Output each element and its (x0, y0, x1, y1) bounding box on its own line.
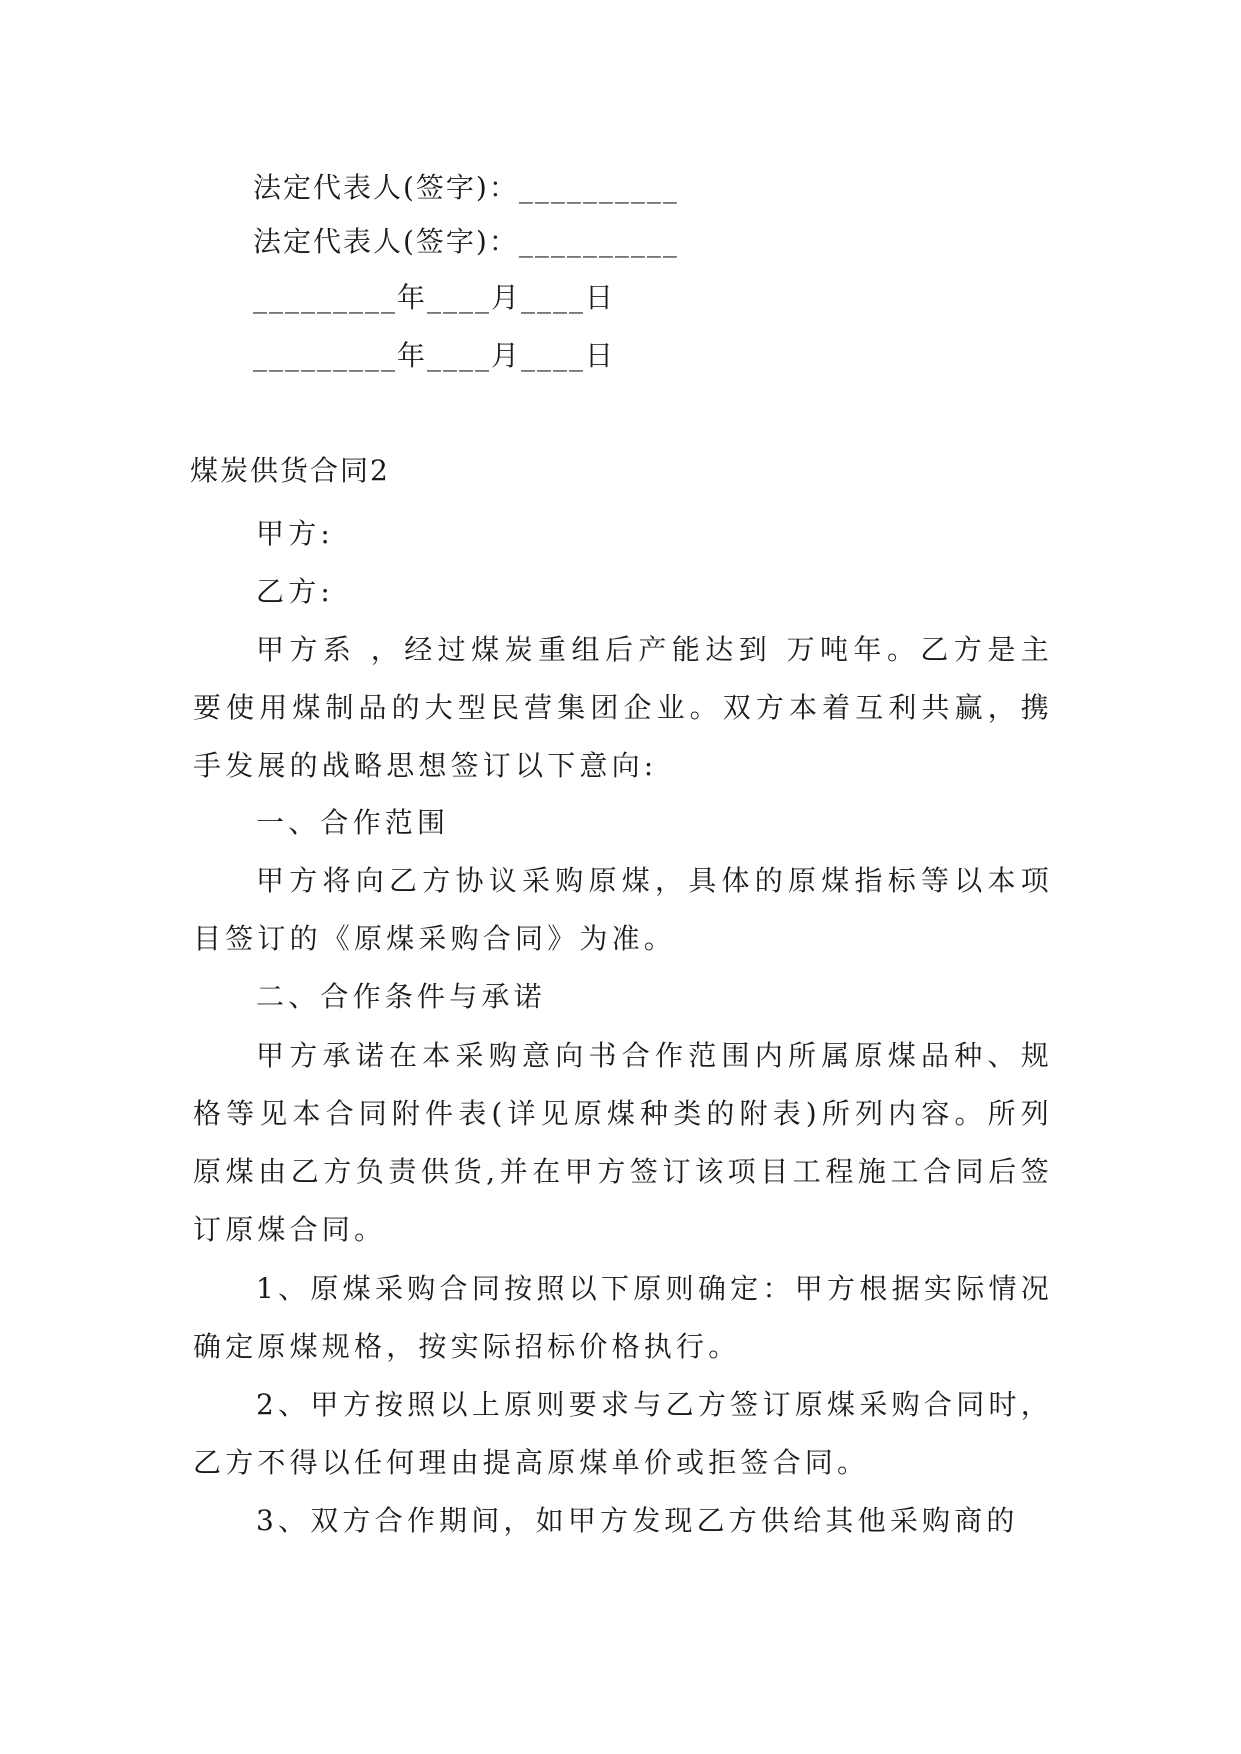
legal-rep-signature-line-a: 法定代表人(签字)：__________ (253, 171, 679, 204)
contract-title: 煤炭供货合同2 (190, 454, 390, 487)
party-b-label: 乙方: (256, 575, 335, 608)
clause-item-1: 1、原煤采购合同按照以下原则确定：甲方根据实际情况确定原煤规格，按实际招标价格执行。 (193, 1272, 1053, 1363)
clause-item-3: 3、双方合作期间，如甲方发现乙方供给其他采购商的 (256, 1504, 1019, 1537)
legal-rep-signature-line-b: 法定代表人(签字)：__________ (253, 225, 679, 258)
section-1-body: 甲方将向乙方协议采购原煤，具体的原煤指标等以本项目签订的《原煤采购合同》为准。 (193, 864, 1053, 955)
party-a-label: 甲方: (256, 517, 335, 550)
date-line-a: _________年____月____日 (253, 281, 616, 314)
section-1-heading: 一、合作范围 (256, 806, 450, 839)
section-2-body: 甲方承诺在本采购意向书合作范围内所属原煤品种、规格等见本合同附件表(详见原煤种类的附表)所列内容。所列原煤由乙方负责供货,并在甲方签订该项目工程施工合同后签订原煤合同。 (193, 1039, 1053, 1246)
intro-paragraph: 甲方系 ，经过煤炭重组后产能达到 万吨年。乙方是主要使用煤制品的大型民营集团企业。双方本着互利共赢，携手发展的战略思想签订以下意向: (193, 633, 1053, 782)
date-line-b: _________年____月____日 (253, 339, 616, 372)
section-2-heading: 二、合作条件与承诺 (256, 980, 546, 1013)
clause-item-2: 2、甲方按照以上原则要求与乙方签订原煤采购合同时，乙方不得以任何理由提高原煤单价或拒签合同。 (193, 1388, 1053, 1479)
